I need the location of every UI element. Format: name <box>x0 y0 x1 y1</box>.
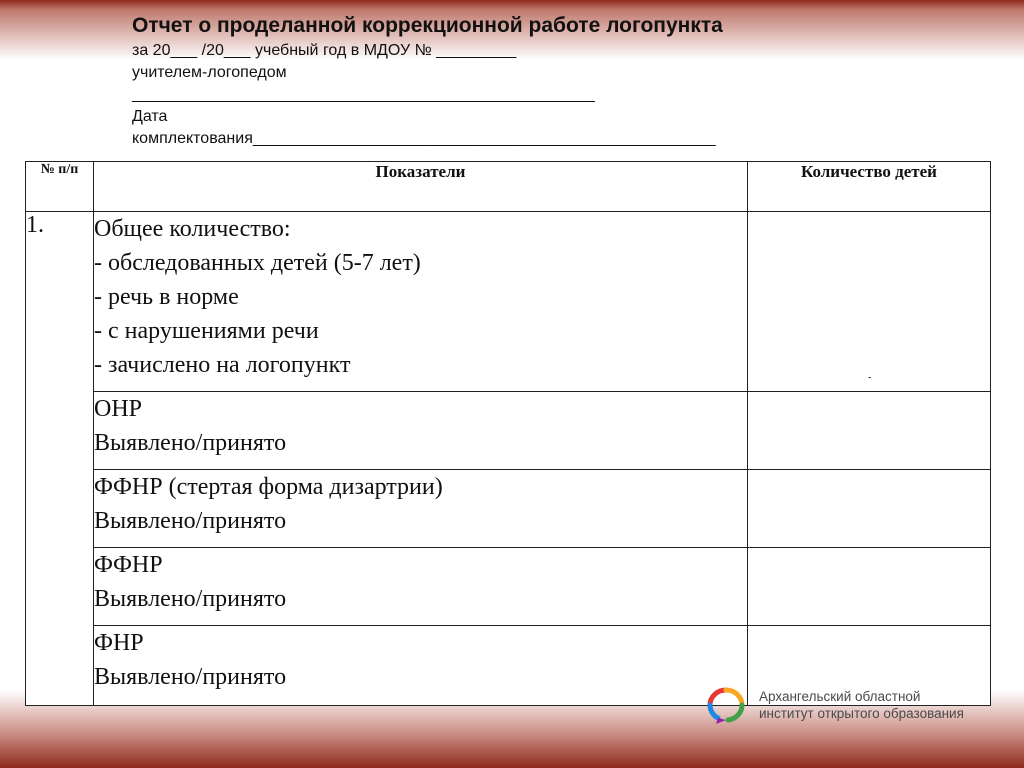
indicator-cell <box>94 548 748 626</box>
report-table <box>25 161 991 706</box>
indicator-line: ФФНР (стертая форма дизартрии) <box>94 474 443 500</box>
count-cell <box>748 392 991 470</box>
indicator-line: ФНР <box>94 630 144 656</box>
table-row <box>26 470 991 548</box>
row-number: 1. <box>26 212 94 706</box>
report-header <box>132 12 932 150</box>
indicator-line: Выявлено/принято <box>94 430 287 456</box>
header-indicators: Показатели <box>94 162 748 212</box>
count-cell <box>748 212 991 392</box>
table-row <box>26 392 991 470</box>
header-num: № п/п <box>26 162 94 212</box>
indicator-line: Общее количество: <box>94 216 291 242</box>
header-count: Количество детей <box>748 162 991 212</box>
table-row <box>26 548 991 626</box>
header-line-teacher: учителем-логопедом <box>132 64 287 81</box>
count-value: - <box>868 372 872 383</box>
indicator-line: - речь в норме <box>94 284 239 310</box>
table-row <box>26 212 991 392</box>
indicator-line: Выявлено/принято <box>94 664 287 690</box>
indicator-line: Выявлено/принято <box>94 508 287 534</box>
indicator-line: - с нарушениями речи <box>94 318 319 344</box>
indicator-cell <box>94 626 748 706</box>
institute-logo <box>704 686 1014 726</box>
header-line-blank: ____________________________________________________ <box>132 86 595 103</box>
indicator-line: - обследованных детей (5-7 лет) <box>94 250 421 276</box>
indicator-line: - зачислено на логопункт <box>94 352 351 378</box>
indicator-line: Выявлено/принято <box>94 586 287 612</box>
count-cell <box>748 548 991 626</box>
indicator-line: ФФНР <box>94 552 163 578</box>
header-line-staffing: комплектования____________________________________________________ <box>132 130 716 147</box>
page-title: Отчет о проделанной коррекционной работе логопункта <box>132 14 723 37</box>
indicator-cell <box>94 392 748 470</box>
count-cell <box>748 470 991 548</box>
header-line-date: Дата <box>132 108 168 125</box>
table-header-row <box>26 162 991 212</box>
indicator-line: ОНР <box>94 396 143 422</box>
header-line-year: за 20___ /20___ учебный год в МДОУ № _________ <box>132 42 517 59</box>
logo-line-1: Архангельский областной <box>759 689 921 704</box>
logo-text <box>759 688 964 722</box>
indicator-cell <box>94 212 748 392</box>
indicator-cell <box>94 470 748 548</box>
logo-line-2: институт открытого образования <box>759 706 964 721</box>
speech-bubble-logo-icon <box>704 686 748 726</box>
